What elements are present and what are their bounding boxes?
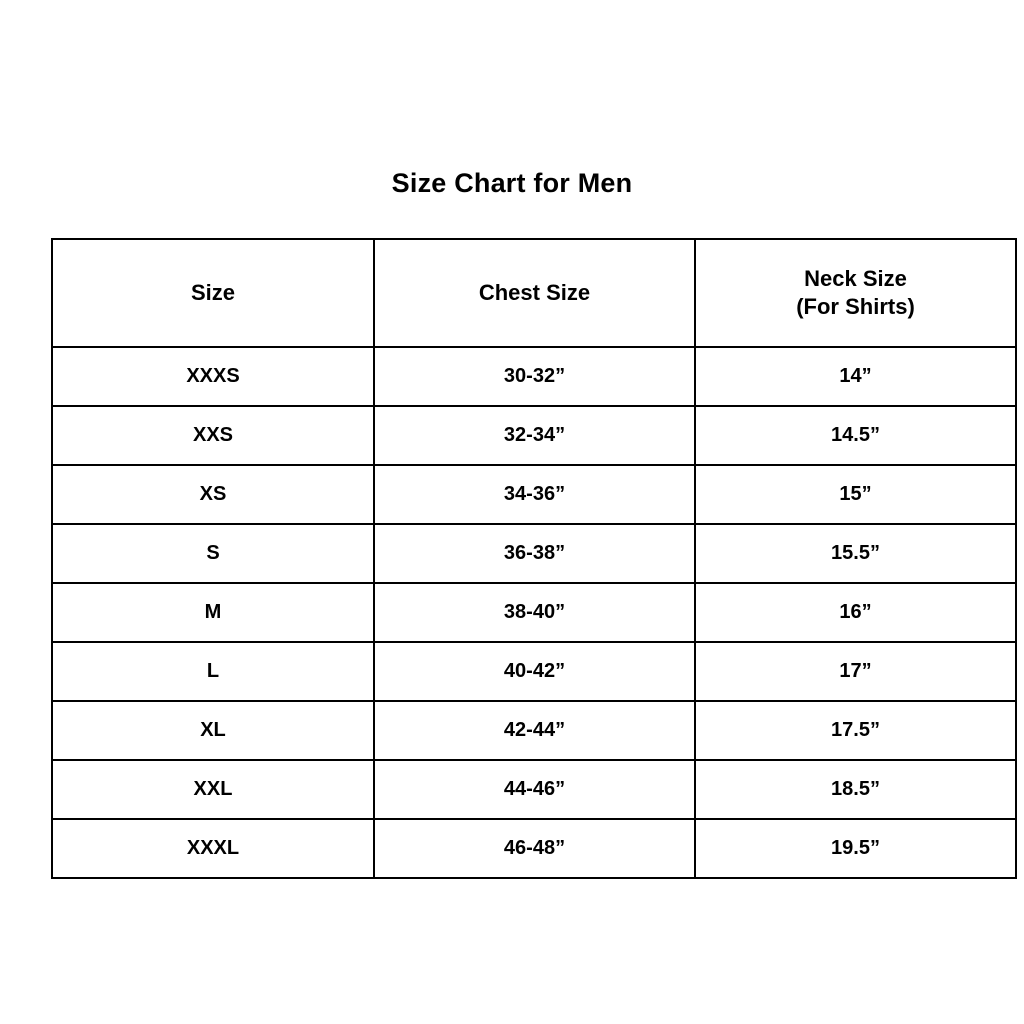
cell-chest: 36-38” bbox=[374, 524, 695, 583]
column-header-neck-sublabel: (For Shirts) bbox=[796, 294, 915, 319]
cell-neck: 14.5” bbox=[695, 406, 1016, 465]
cell-size: XXXS bbox=[52, 347, 374, 406]
cell-size: L bbox=[52, 642, 374, 701]
table-row bbox=[52, 347, 1016, 406]
size-chart-table bbox=[51, 238, 1017, 879]
cell-size: XXL bbox=[52, 760, 374, 819]
cell-neck: 16” bbox=[695, 583, 1016, 642]
cell-neck: 17.5” bbox=[695, 701, 1016, 760]
table-row bbox=[52, 819, 1016, 878]
column-header-size bbox=[52, 239, 374, 347]
cell-chest: 30-32” bbox=[374, 347, 695, 406]
column-header-neck bbox=[695, 239, 1016, 347]
table-row bbox=[52, 701, 1016, 760]
page-title: Size Chart for Men bbox=[391, 168, 633, 198]
cell-chest: 32-34” bbox=[374, 406, 695, 465]
cell-neck: 17” bbox=[695, 642, 1016, 701]
size-chart-table-container bbox=[51, 238, 973, 879]
table-row bbox=[52, 465, 1016, 524]
cell-neck: 14” bbox=[695, 347, 1016, 406]
column-header-chest-label: Chest Size bbox=[478, 279, 591, 305]
cell-chest: 42-44” bbox=[374, 701, 695, 760]
cell-neck: 18.5” bbox=[695, 760, 1016, 819]
cell-size: XXXL bbox=[52, 819, 374, 878]
table-row bbox=[52, 642, 1016, 701]
table-header-row bbox=[52, 239, 1016, 347]
cell-size: XS bbox=[52, 465, 374, 524]
column-header-chest bbox=[374, 239, 695, 347]
column-header-size-label: Size bbox=[190, 279, 236, 305]
table-row bbox=[52, 760, 1016, 819]
cell-chest: 38-40” bbox=[374, 583, 695, 642]
cell-neck: 19.5” bbox=[695, 819, 1016, 878]
cell-chest: 46-48” bbox=[374, 819, 695, 878]
cell-neck: 15.5” bbox=[695, 524, 1016, 583]
cell-chest: 44-46” bbox=[374, 760, 695, 819]
cell-chest: 34-36” bbox=[374, 465, 695, 524]
cell-size: XXS bbox=[52, 406, 374, 465]
table-row bbox=[52, 583, 1016, 642]
table-header bbox=[52, 239, 1016, 347]
cell-neck: 15” bbox=[695, 465, 1016, 524]
table-row bbox=[52, 406, 1016, 465]
cell-size: M bbox=[52, 583, 374, 642]
column-header-neck-label: Neck Size bbox=[804, 265, 907, 291]
table-body bbox=[52, 347, 1016, 878]
cell-size: S bbox=[52, 524, 374, 583]
table-row bbox=[52, 524, 1016, 583]
cell-chest: 40-42” bbox=[374, 642, 695, 701]
cell-size: XL bbox=[52, 701, 374, 760]
